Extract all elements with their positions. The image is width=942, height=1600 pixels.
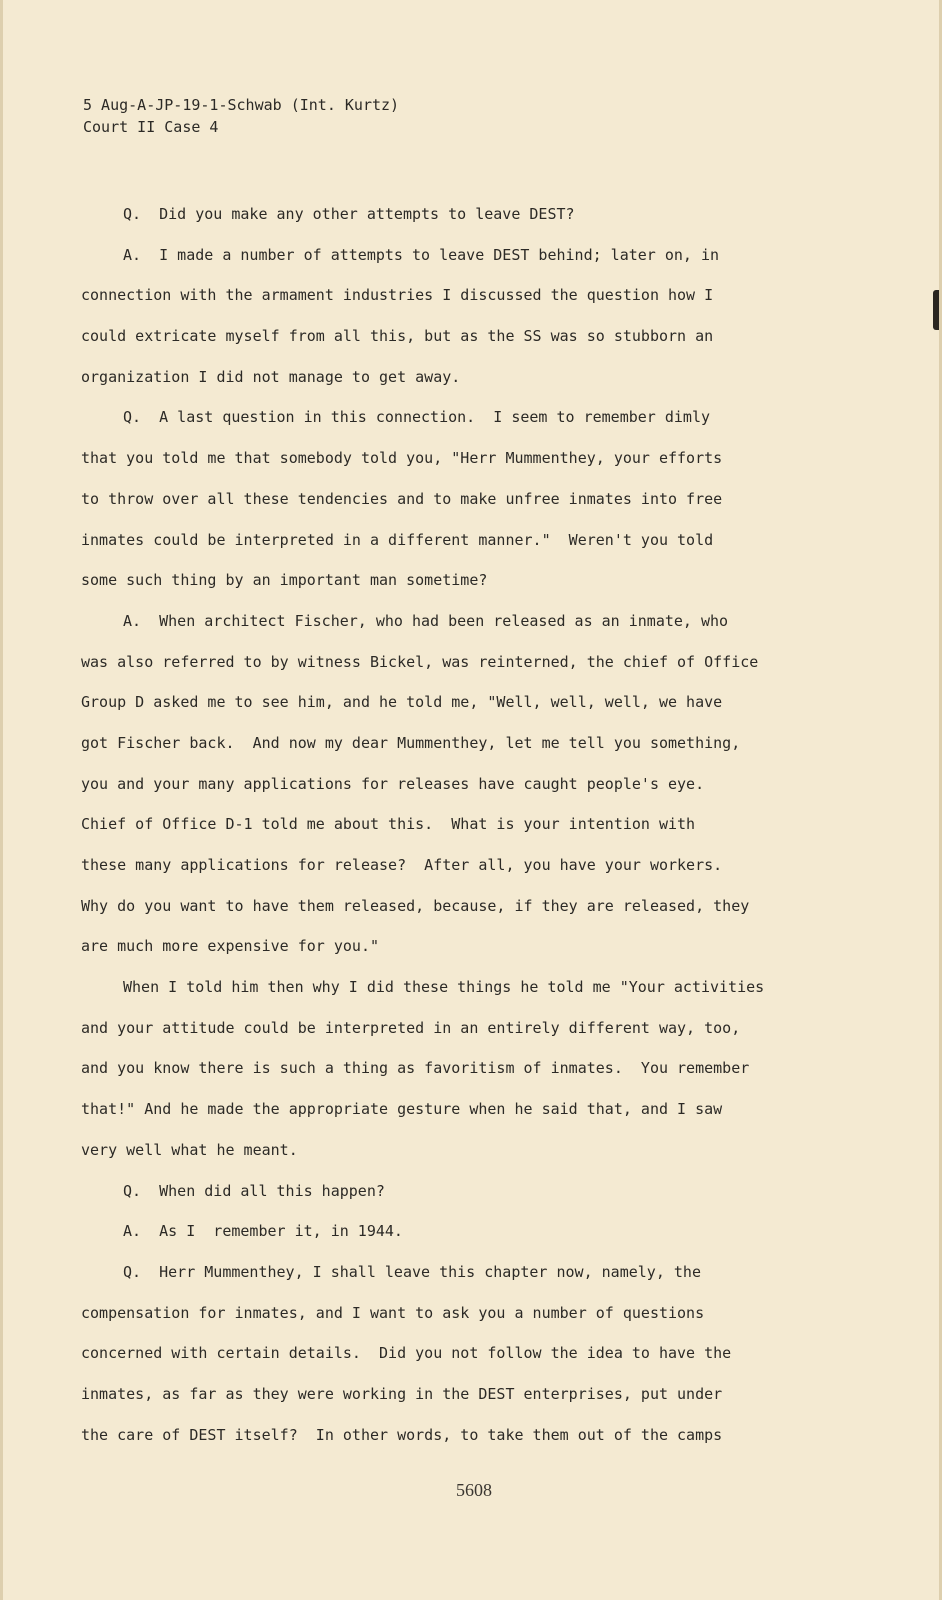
transcript-line: A. As I remember it, in 1944. xyxy=(123,1222,403,1241)
transcript-line: that you told me that somebody told you, "Herr Mummenthey, your efforts xyxy=(81,449,723,468)
page-number: 5608 xyxy=(456,1480,492,1500)
transcript-line: some such thing by an important man sometime? xyxy=(81,571,488,590)
header-court: Court II Case 4 xyxy=(83,118,219,136)
transcript-body xyxy=(81,194,871,1455)
transcript-line: concerned with certain details. Did you not follow the idea to have the xyxy=(81,1344,732,1363)
transcript-line: inmates, as far as they were working in the DEST enterprises, put under xyxy=(81,1384,723,1403)
document-header xyxy=(83,94,399,138)
transcript-line: connection with the armament industries I discussed the question how I xyxy=(81,286,714,305)
transcript-line: was also referred to by witness Bickel, was reinterned, the chief of Office xyxy=(81,652,759,671)
transcript-line: are much more expensive for you." xyxy=(81,937,380,956)
transcript-line: Q. Did you make any other attempts to leave DEST? xyxy=(123,205,575,223)
transcript-line: organization I did not manage to get away. xyxy=(81,367,461,386)
transcript-line: and your attitude could be interpreted in an entirely different way, too, xyxy=(81,1018,741,1037)
transcript-line: A. When architect Fischer, who had been released as an inmate, who xyxy=(123,611,729,630)
transcript-line: the care of DEST itself? In other words, to take them out of the camps xyxy=(81,1425,723,1444)
transcript-line: to throw over all these tendencies and to make unfree inmates into free xyxy=(81,489,723,508)
transcript-line: these many applications for release? After all, you have your workers. xyxy=(81,856,723,874)
transcript-line: Q. Herr Mummenthey, I shall leave this chapter now, namely, the xyxy=(123,1262,701,1281)
transcript-line: could extricate myself from all this, but as the SS was so stubborn an xyxy=(81,327,714,346)
transcript-line: Q. A last question in this connection. I seem to remember dimly xyxy=(123,408,710,427)
transcript-line: Q. When did all this happen? xyxy=(123,1181,385,1200)
transcript-line: Chief of Office D-1 told me about this. What is your intention with xyxy=(81,815,696,834)
transcript-line: you and your many applications for releases have caught people's eye. xyxy=(81,774,705,793)
transcript-line: Group D asked me to see him, and he told me, "Well, well, well, we have xyxy=(81,693,723,712)
transcript-line: very well what he meant. xyxy=(81,1140,298,1159)
transcript-line: that!" And he made the appropriate gesture when he said that, and I saw xyxy=(81,1100,723,1119)
header-case-reference: 5 Aug-A-JP-19-1-Schwab (Int. Kurtz) xyxy=(83,96,400,114)
transcript-line: When I told him then why I did these things he told me "Your activities xyxy=(123,978,765,997)
transcript-line: got Fischer back. And now my dear Mummenthey, let me tell you something, xyxy=(81,733,741,752)
transcript-line: and you know there is such a thing as favoritism of inmates. You remember xyxy=(81,1059,750,1078)
transcript-line: A. I made a number of attempts to leave DEST behind; later on, in xyxy=(123,245,720,264)
transcript-line: inmates could be interpreted in a different manner." Weren't you told xyxy=(81,530,714,549)
transcript-line: Why do you want to have them released, because, if they are released, they xyxy=(81,896,750,915)
transcript-line: compensation for inmates, and I want to ask you a number of questions xyxy=(81,1303,705,1322)
